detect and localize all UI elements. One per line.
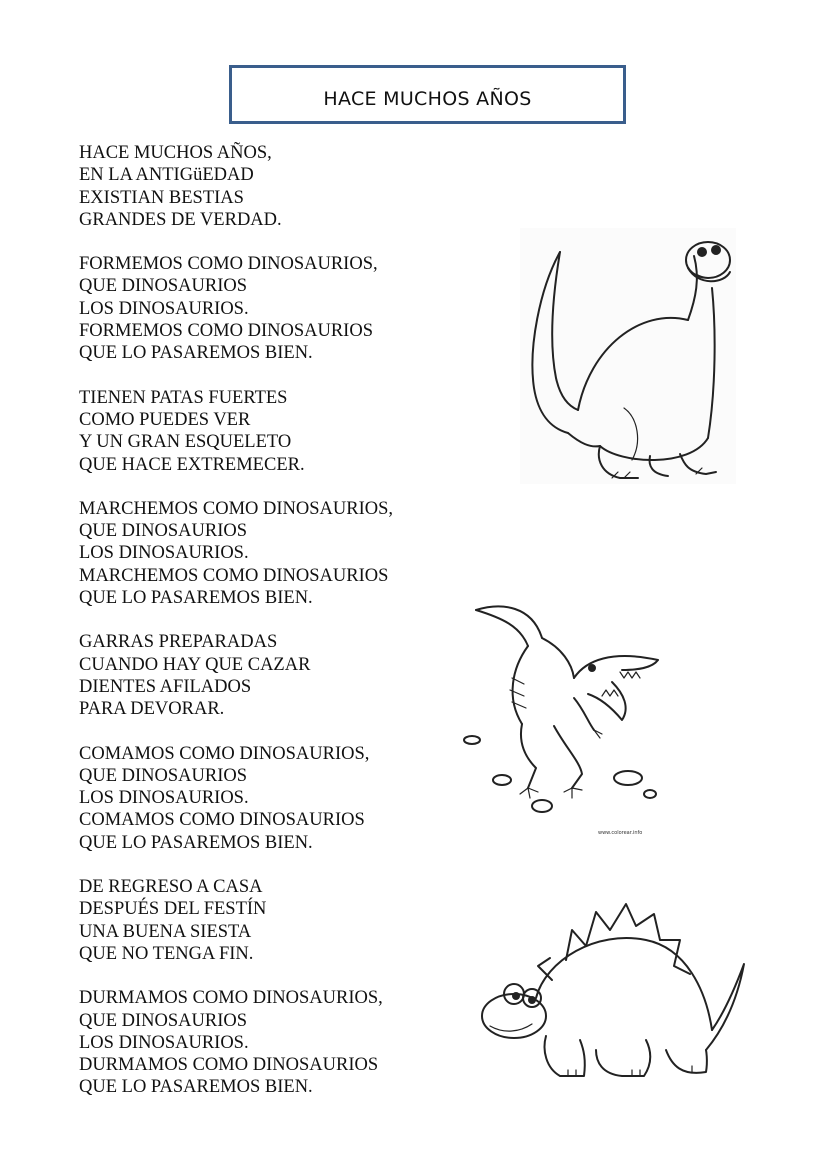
stanza [79, 743, 459, 854]
poem-line: LOS DINOSAURIOS. [79, 298, 249, 319]
poem-line: QUE LO PASAREMOS BIEN. [79, 1077, 313, 1098]
stanza [79, 987, 459, 1098]
poem-line: TIENEN PATAS FUERTES [79, 387, 288, 408]
poem-line: QUE LO PASAREMOS BIEN. [79, 343, 313, 364]
stegosaurus-illustration [476, 900, 750, 1090]
poem-line: MARCHEMOS COMO DINOSAURIOS [79, 565, 389, 586]
stanza [79, 631, 459, 720]
stanza [79, 876, 459, 965]
poem-line: QUE DINOSAURIOS [79, 276, 248, 297]
poem-line: COMAMOS COMO DINOSAURIOS [79, 810, 365, 831]
poem-line: MARCHEMOS COMO DINOSAURIOS, [79, 498, 394, 519]
poem-line: QUE DINOSAURIOS [79, 521, 248, 542]
poem-line: GARRAS PREPARADAS [79, 632, 278, 653]
poem-line: EN LA ANTIGüEDAD [79, 165, 254, 186]
poem-line: QUE NO TENGA FIN. [79, 943, 254, 964]
page-title: HACE MUCHOS AÑOS [323, 87, 532, 110]
poem-line: LOS DINOSAURIOS. [79, 543, 249, 564]
poem-line: DURMAMOS COMO DINOSAURIOS, [79, 988, 383, 1009]
poem-line: Y UN GRAN ESQUELETO [79, 432, 292, 453]
poem-line: COMO PUEDES VER [79, 409, 251, 430]
poem-line: LOS DINOSAURIOS. [79, 1032, 249, 1053]
poem-line: DURMAMOS COMO DINOSAURIOS [79, 1055, 379, 1076]
poem [79, 142, 459, 1121]
poem-line: QUE LO PASAREMOS BIEN. [79, 588, 313, 609]
poem-line: COMAMOS COMO DINOSAURIOS, [79, 743, 370, 764]
stanza [79, 498, 459, 609]
poem-line: DESPUÉS DEL FESTÍN [79, 899, 267, 920]
long-neck-dinosaur-illustration [520, 228, 736, 484]
image-credit: www.colorear.info [598, 830, 643, 836]
poem-line: DE REGRESO A CASA [79, 877, 263, 898]
poem-line: FORMEMOS COMO DINOSAURIOS, [79, 254, 378, 275]
poem-line: QUE DINOSAURIOS [79, 1010, 248, 1031]
title-box [229, 65, 626, 124]
poem-line: HACE MUCHOS AÑOS, [79, 143, 272, 163]
poem-line: PARA DEVORAR. [79, 699, 225, 720]
poem-line: LOS DINOSAURIOS. [79, 788, 249, 809]
poem-line: DIENTES AFILADOS [79, 676, 252, 697]
poem-line: QUE LO PASAREMOS BIEN. [79, 832, 313, 853]
stanza [79, 142, 459, 231]
poem-line: UNA BUENA SIESTA [79, 921, 252, 942]
poem-line: FORMEMOS COMO DINOSAURIOS [79, 321, 373, 342]
poem-line: EXISTIAN BESTIAS [79, 187, 244, 208]
poem-line: CUANDO HAY QUE CAZAR [79, 654, 311, 675]
stanza [79, 253, 459, 364]
poem-line: QUE HACE EXTREMECER. [79, 454, 305, 475]
stanza [79, 387, 459, 476]
poem-line: GRANDES DE VERDAD. [79, 209, 282, 230]
raptor-dinosaur-illustration [462, 598, 672, 840]
poem-line: QUE DINOSAURIOS [79, 765, 248, 786]
